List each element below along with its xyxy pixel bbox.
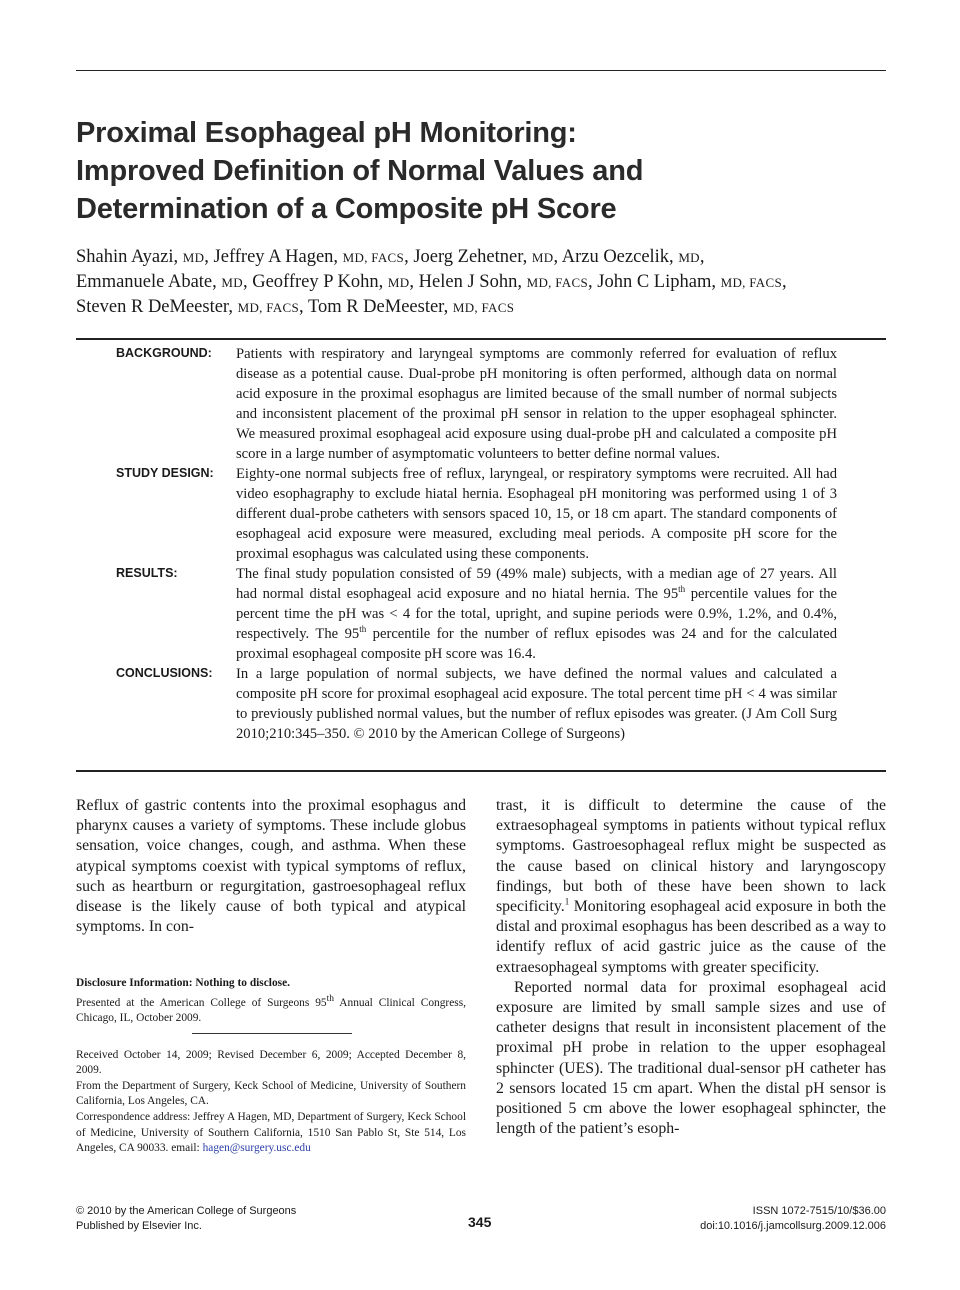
- affiliation-note: From the Department of Surgery, Keck School of Medicine, University of Southern California, Los Angeles, CA.: [76, 1079, 466, 1108]
- abstract-text: [236, 564, 837, 664]
- author-name: Shahin Ayazi,: [76, 247, 183, 267]
- body-column-right: [496, 796, 886, 1139]
- author-separator: ,: [242, 272, 253, 292]
- results-text: percentile for the number of reflux episodes was 24 and for the calculated proximal esophageal composite pH score was 16.4.: [236, 626, 837, 662]
- author-degree: MD: [182, 250, 205, 265]
- spacer: [76, 1040, 466, 1048]
- author-list: [76, 245, 886, 320]
- superscript: th: [678, 584, 686, 595]
- abstract-top-rule: [76, 338, 886, 340]
- email-link[interactable]: hagen@surgery.usc.edu: [202, 1142, 311, 1155]
- author-separator: ,: [553, 247, 562, 267]
- author-line: [76, 270, 886, 295]
- abstract-label: RESULTS:: [116, 566, 178, 580]
- abstract-results: [76, 564, 886, 664]
- copyright: © 2010 by the American College of Surgeons: [76, 1205, 297, 1217]
- body-text: trast, it is difficult to determine the cause of the extraesophageal symptoms in patients without typical reflux symptoms. Gastroesophageal reflux might be suspected as the cause based on clinical history and laryngoscopy findings, but both of these have been shown to lack specificity.: [496, 797, 886, 916]
- abstract-label: BACKGROUND:: [116, 346, 212, 360]
- body-paragraph: Reflux of gastric contents into the proximal esophagus and pharynx causes a variety of symptoms. These include globus sensation, voice changes, cough, and asthma. When these atypical symptoms coexist with typical symptoms of reflux, such as heartburn or regurgitation, gastroesophageal reflux disease is the likely cause of both typical and atypical symptoms. In con-: [76, 797, 466, 936]
- article-title: [76, 114, 876, 228]
- abstract-label: STUDY DESIGN:: [116, 466, 214, 480]
- author-degree: MD: [387, 275, 410, 290]
- title-line: Proximal Esophageal pH Monitoring:: [76, 117, 577, 149]
- body-column-left: [76, 796, 466, 937]
- author-degree: MD, FACS: [526, 275, 588, 290]
- author-separator: ,: [588, 272, 598, 292]
- author-name: Helen J Sohn,: [418, 272, 527, 292]
- author-name: Emmanuele Abate,: [76, 272, 222, 292]
- author-name: Steven R DeMeester,: [76, 297, 238, 317]
- author-separator: ,: [299, 297, 308, 317]
- author-degree: MD, FACS: [342, 250, 405, 265]
- author-name: Tom R DeMeester,: [307, 297, 453, 317]
- abstract-text: Patients with respiratory and laryngeal symptoms are commonly referred for evaluation of reflux disease as a potential cause. Dual-probe pH monitoring is often performed, although data on normal acid exposure in the proximal esophagus are limited because of the small number of normal subjects and inconsistent placement of the proximal pH sensor in relation to the upper esophageal sphincter. We measured proximal esophageal acid exposure using dual-probe pH and calculated a composite pH score in a large number of asymptomatic volunteers to better define normal values.: [236, 346, 837, 462]
- abstract-text: In a large population of normal subjects, we have defined the normal values and calculated a composite pH score for proximal esophageal acid exposure. The total percent time pH < 4 was similar to previously published normal values, but the number of reflux episodes was greater. (J Am Coll Surg 2010;210:345–350. © 2010 by the American College of Surgeons): [236, 666, 837, 742]
- header-rule: [76, 70, 886, 71]
- footnote-separator: [192, 1033, 352, 1034]
- publisher: Published by Elsevier Inc.: [76, 1220, 202, 1232]
- superscript: th: [326, 993, 335, 1004]
- author-name: Arzu Oezcelik,: [561, 247, 679, 267]
- abstract-text: Eighty-one normal subjects free of reflux, laryngeal, or respiratory symptoms were recruited. All had video esophagraphy to exclude hiatal hernia. Esophageal pH monitoring was performed using 1 of 3 different dual-probe catheters with sensors spaced 10, 15, or 18 cm apart. The standard components of esophageal acid exposure were measured, excluding meal periods. A composite pH score for the proximal esophagus was calculated using these components.: [236, 466, 837, 562]
- footer-right: [700, 1204, 886, 1234]
- author-separator: ,: [409, 272, 419, 292]
- received-note: Received October 14, 2009; Revised December 6, 2009; Accepted December 8, 2009.: [76, 1048, 466, 1077]
- author-line: [76, 245, 886, 270]
- body-text: Monitoring esophageal acid exposure in both the distal and proximal esophagus has been described as a way to identify reflux of acid gastric juice as the cause of the extraesophageal symptoms with greater specificity.: [496, 898, 886, 976]
- results-text: percentile values for the percent time the pH was < 4 for the total, upright, and supine periods were 0.9%, 1.2%, and 0.4%, respectively. The 95: [236, 586, 837, 642]
- author-degree: MD, FACS: [237, 300, 300, 315]
- presented-note: [76, 992, 466, 1027]
- author-name: Joerg Zehetner,: [413, 247, 532, 267]
- author-name: Geoffrey P Kohn,: [252, 272, 388, 292]
- results-text: The final study population consisted of 59 (49% male) subjects, with a median age of 27 years. All had normal distal esophageal acid exposure and no hiatal hernia. The 95: [236, 566, 837, 602]
- issn: ISSN 1072-7515/10/$36.00: [752, 1205, 886, 1217]
- author-degree: MD, FACS: [720, 275, 782, 290]
- author-degree: MD: [531, 250, 554, 265]
- author-separator: ,: [404, 247, 414, 267]
- body-paragraph: [496, 796, 886, 978]
- note-text: Presented at the American College of Surgeons 95: [76, 996, 327, 1009]
- author-separator: ,: [204, 247, 214, 267]
- footer-left: [76, 1204, 296, 1234]
- author-name: John C Lipham,: [597, 272, 721, 292]
- superscript: th: [359, 624, 367, 635]
- title-line: Improved Definition of Normal Values and: [76, 155, 644, 187]
- author-separator: ,: [699, 247, 705, 267]
- note-text: Correspondence address: Jeffrey A Hagen, MD, Department of Surgery, Keck School of Medicine, University of Southern California, 1510 San Pablo St, Ste 514, Los Angeles, CA 90033. email:: [76, 1110, 466, 1155]
- author-name: Jeffrey A Hagen,: [213, 247, 343, 267]
- disclosure-note: Disclosure Information: Nothing to disclose.: [76, 977, 290, 989]
- author-line: [76, 295, 886, 320]
- author-degree: MD: [678, 250, 700, 265]
- abstract-background: [76, 344, 886, 464]
- abstract-bottom-rule: [76, 770, 886, 772]
- doi[interactable]: doi:10.1016/j.jamcollsurg.2009.12.006: [700, 1220, 886, 1232]
- correspondence-note: [76, 1110, 466, 1157]
- page-number: 345: [468, 1214, 492, 1230]
- abstract-label: CONCLUSIONS:: [116, 666, 213, 680]
- author-degree: MD, FACS: [452, 300, 515, 315]
- abstract-conclusions: [76, 664, 886, 744]
- author-degree: MD: [221, 275, 243, 290]
- note-text: Annual Clinical Congress, Chicago, IL, October 2009.: [76, 996, 466, 1024]
- author-separator: ,: [782, 272, 787, 292]
- reference-marker[interactable]: 1: [564, 896, 570, 907]
- title-line: Determination of a Composite pH Score: [76, 193, 617, 225]
- body-paragraph: Reported normal data for proximal esophageal acid exposure are limited by small sample sizes and use of catheter designs that result in inconsistent placement of the proximal pH probe in relation to the upper esophageal sphincter (UES). The traditional dual-sensor pH catheter has 2 sensors located 15 cm apart. When the distal pH sensor is positioned 5 cm above the lower esophageal sphincter, the length of the patient’s esoph-: [496, 978, 886, 1138]
- abstract-study-design: [76, 464, 886, 564]
- abstract: [76, 344, 886, 744]
- footnotes: [76, 976, 466, 1157]
